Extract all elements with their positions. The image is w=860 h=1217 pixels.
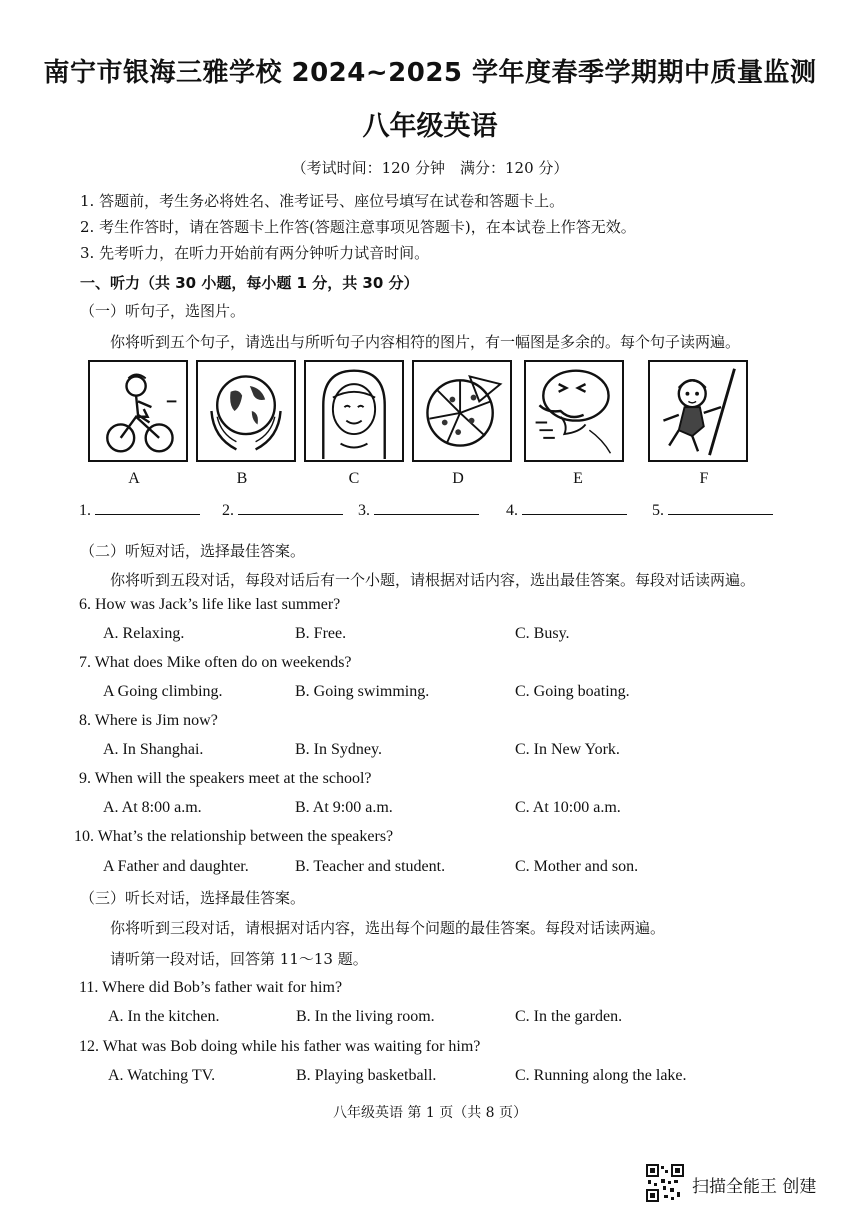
scanner-watermark: 扫描全能王 创建 xyxy=(692,1177,817,1197)
picture-e-sneezing-face xyxy=(524,360,624,462)
part1-title: （一）听句子，选图片。 xyxy=(80,302,246,320)
question-9: 9. When will the speakers meet at the school? xyxy=(79,770,372,787)
option-7c: C. Going boating. xyxy=(515,683,630,700)
picture-label-e: E xyxy=(573,470,583,487)
option-11c: C. In the garden. xyxy=(515,1008,623,1025)
picture-label-d: D xyxy=(452,470,464,487)
part3-title: （三）听长对话，选择最佳答案。 xyxy=(80,889,306,907)
picture-f-monkey-king xyxy=(648,360,748,462)
exam-subtitle: 八年级英语 xyxy=(362,111,498,142)
blank-number: 5. xyxy=(652,502,664,519)
answer-blank-4 xyxy=(506,500,627,520)
part3-sub-instruction: 请听第一段对话，回答第 11～13 题。 xyxy=(110,950,368,968)
part2-title: （二）听短对话，选择最佳答案。 xyxy=(80,542,306,560)
exam-title: 南宁市银海三雅学校 2024~2025 学年度春季学期期中质量监测 xyxy=(43,58,817,88)
blank-line[interactable] xyxy=(522,500,627,515)
option-8c: C. In New York. xyxy=(515,741,620,758)
note-1: 1. 答题前，考生务必将姓名、准考证号、座位号填写在试卷和答题卡上。 xyxy=(80,192,565,210)
question-6: 6. How was Jack’s life like last summer? xyxy=(79,596,341,613)
option-10b: B. Teacher and student. xyxy=(295,858,446,875)
option-6a: A. Relaxing. xyxy=(103,625,185,642)
blank-number: 3. xyxy=(358,502,370,519)
option-9b: B. At 9:00 a.m. xyxy=(295,799,393,816)
question-7: 7. What does Mike often do on weekends? xyxy=(79,654,352,671)
answer-blank-2 xyxy=(222,500,343,520)
blank-line[interactable] xyxy=(668,500,773,515)
option-9a: A. At 8:00 a.m. xyxy=(103,799,202,816)
picture-a-cyclist xyxy=(88,360,188,462)
exam-info: （考试时间：120 分钟 满分：120 分） xyxy=(291,159,569,177)
part1-instruction: 你将听到五个句子，请选出与所听句子内容相符的图片，有一幅图是多余的。每个句子读两遍。 xyxy=(110,333,741,351)
blank-line[interactable] xyxy=(238,500,343,515)
option-10a: A Father and daughter. xyxy=(103,858,249,875)
picture-label-c: C xyxy=(348,470,360,487)
blank-number: 1. xyxy=(79,502,91,519)
option-11b: B. In the living room. xyxy=(296,1008,435,1025)
option-12b: B. Playing basketball. xyxy=(296,1067,437,1084)
blank-number: 2. xyxy=(222,502,234,519)
page-footer: 八年级英语 第 1 页（共 8 页） xyxy=(332,1105,528,1121)
qr-code-icon xyxy=(646,1164,684,1202)
question-11: 11. Where did Bob’s father wait for him? xyxy=(79,979,343,996)
picture-label-f: F xyxy=(699,470,709,487)
question-8: 8. Where is Jim now? xyxy=(79,712,218,729)
picture-label-b: B xyxy=(236,470,248,487)
answer-blank-5 xyxy=(652,500,773,520)
answer-blank-1 xyxy=(79,500,200,520)
option-11a: A. In the kitchen. xyxy=(108,1008,220,1025)
option-10c: C. Mother and son. xyxy=(515,858,639,875)
option-7b: B. Going swimming. xyxy=(295,683,430,700)
option-6b: B. Free. xyxy=(295,625,347,642)
section-listening-heading: 一、听力（共 30 小题，每小题 1 分，共 30 分） xyxy=(80,274,419,292)
option-8b: B. In Sydney. xyxy=(295,741,382,758)
picture-label-a: A xyxy=(128,470,140,487)
blank-number: 4. xyxy=(506,502,518,519)
option-7a: A Going climbing. xyxy=(103,683,223,700)
picture-b-earth-in-hands xyxy=(196,360,296,462)
blank-line[interactable] xyxy=(374,500,479,515)
option-8a: A. In Shanghai. xyxy=(103,741,204,758)
option-6c: C. Busy. xyxy=(515,625,570,642)
question-12: 12. What was Bob doing while his father was waiting for him? xyxy=(79,1038,481,1055)
picture-c-smiling-girl xyxy=(304,360,404,462)
part3-instruction: 你将听到三段对话，请根据对话内容，选出每个问题的最佳答案。每段对话读两遍。 xyxy=(110,919,666,937)
picture-row xyxy=(88,360,758,470)
note-2: 2. 考生作答时，请在答题卡上作答(答题注意事项见答题卡)，在本试卷上作答无效。 xyxy=(80,218,636,236)
option-12c: C. Running along the lake. xyxy=(515,1067,687,1084)
picture-d-pizza xyxy=(412,360,512,462)
part2-instruction: 你将听到五段对话，每段对话后有一个小题，请根据对话内容，选出最佳答案。每段对话读两遍。 xyxy=(110,571,756,589)
option-12a: A. Watching TV. xyxy=(108,1067,216,1084)
note-3: 3. 先考听力，在听力开始前有两分钟听力试音时间。 xyxy=(80,244,430,262)
option-9c: C. At 10:00 a.m. xyxy=(515,799,621,816)
answer-blank-3 xyxy=(358,500,479,520)
question-10: 10. What’s the relationship between the speakers? xyxy=(74,828,394,845)
blank-line[interactable] xyxy=(95,500,200,515)
